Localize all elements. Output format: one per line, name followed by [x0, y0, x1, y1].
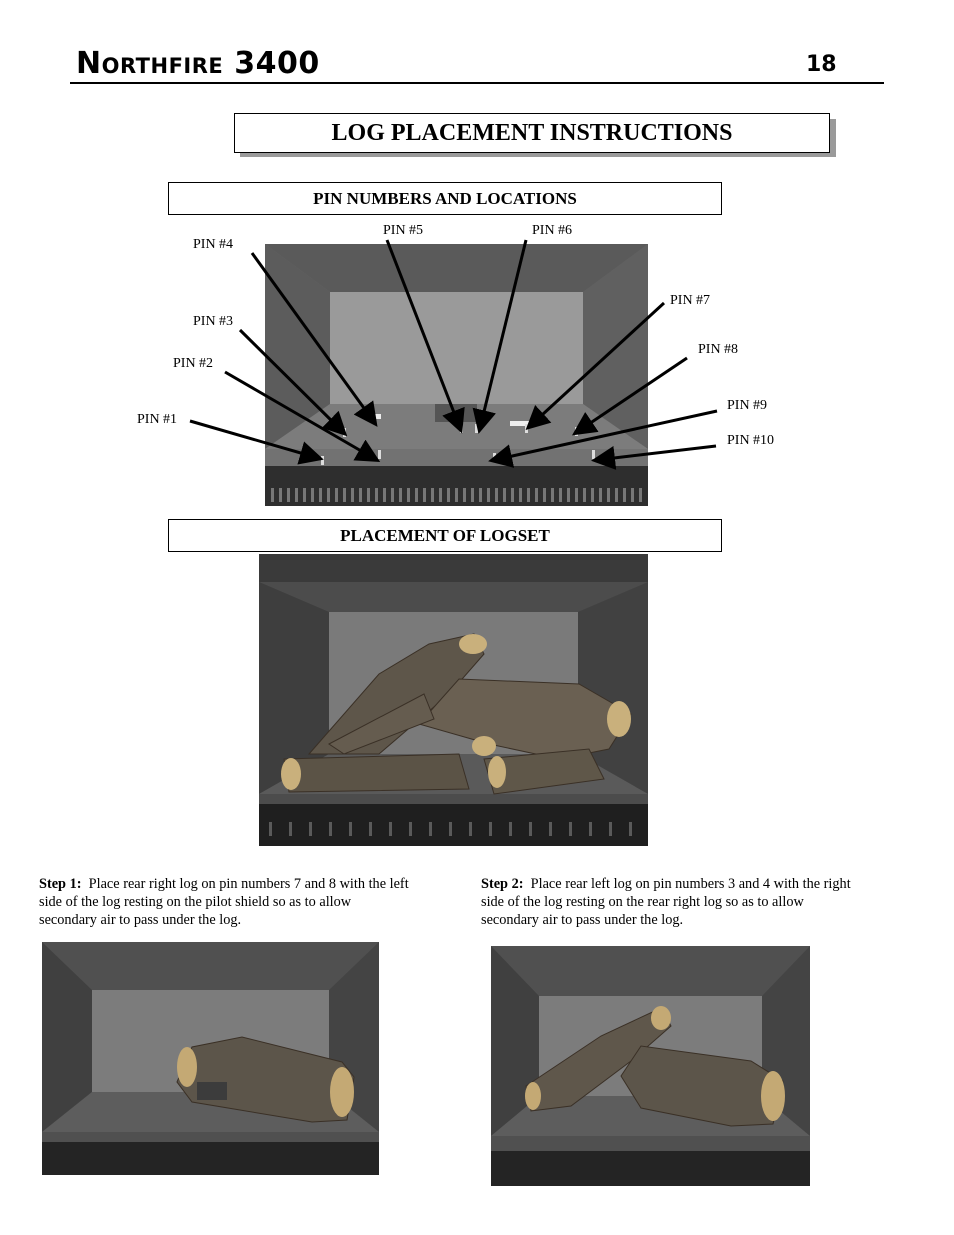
step-1-text: [39, 875, 409, 929]
pin-label-8: PIN #8: [698, 342, 739, 357]
pin-label-4: PIN #4: [193, 237, 234, 252]
pin-label-3: PIN #3: [193, 314, 234, 329]
pin-label-2: PIN #2: [173, 356, 214, 371]
logset-placement-photo: [259, 554, 648, 846]
pin-label-9: PIN #9: [727, 398, 768, 413]
step-2-photo: [491, 946, 810, 1186]
pin-label-7: PIN #7: [670, 293, 711, 308]
pin-label-1: PIN #1: [137, 412, 178, 427]
pin-label-6: PIN #6: [532, 223, 573, 238]
pin-label-5: PIN #5: [383, 223, 424, 238]
page-number: 18: [806, 52, 837, 77]
step-2-instructions: Place rear left log on pin numbers 3 and 4 with the right side of the log resting on the rear right log so as to allow secondary air to pass under the log.: [481, 876, 851, 928]
step-1-photo: [42, 942, 379, 1175]
step-1-label: Step 1:: [39, 876, 82, 892]
step-2-text: [481, 875, 853, 929]
step-1-instructions: Place rear right log on pin numbers 7 and 8 with the left side of the log resting on the pilot shield so as to allow secondary air to pass under the log.: [39, 876, 409, 928]
document-brand-title: Northfire 3400: [76, 46, 320, 81]
section-heading-logset: PLACEMENT OF LOGSET: [168, 519, 722, 552]
section-heading-pins: PIN NUMBERS AND LOCATIONS: [168, 182, 722, 215]
pin-label-10: PIN #10: [727, 433, 775, 448]
page-title: LOG PLACEMENT INSTRUCTIONS: [234, 113, 830, 153]
step-2-label: Step 2:: [481, 876, 524, 892]
